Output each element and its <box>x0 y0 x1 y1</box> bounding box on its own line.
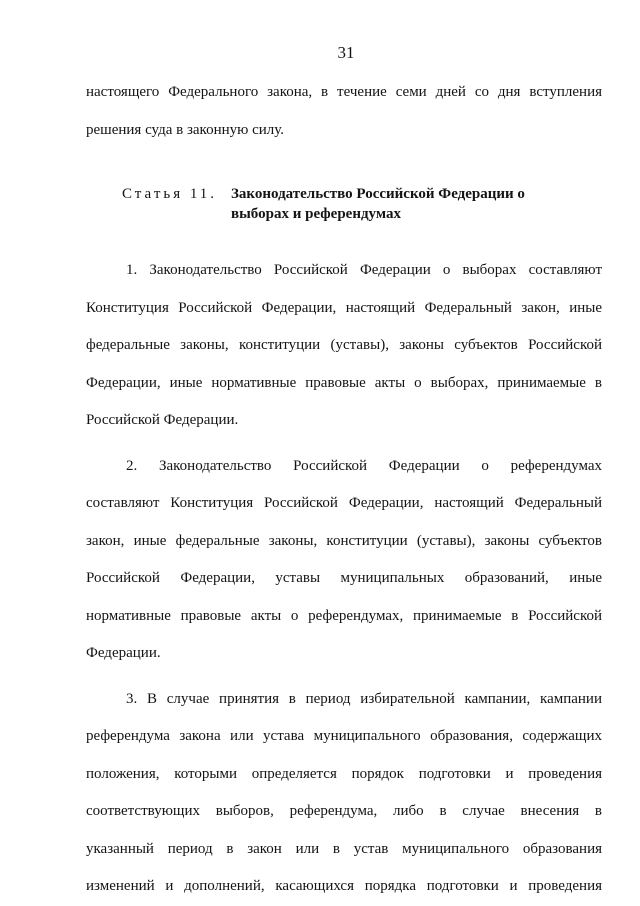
text-line: положения, которыми определяется порядок подготовки и проведения <box>86 765 602 782</box>
text-line: изменений и дополнений, касающихся порядка подготовки и проведения <box>86 878 602 894</box>
document-body <box>86 74 602 906</box>
text-line: закон, иные федеральные законы, конституции (уставы), законы субъектов <box>86 532 602 549</box>
text-line: 3. В случае принятия в период избирательной кампании, кампании <box>126 690 602 707</box>
text-line: настоящего Федерального закона, в течение семи дней со дня вступления <box>86 84 602 100</box>
article-heading <box>86 184 602 252</box>
text-line: решения суда в законную силу. <box>86 121 284 138</box>
page-number: 31 <box>337 43 355 62</box>
text-line: соответствующих выборов, референдума, либо в случае внесения в <box>86 803 602 819</box>
text-line: Федерации. <box>86 645 161 661</box>
text-line: указанный период в закон или в устав муниципального образования <box>86 840 602 857</box>
text-line: 2. Законодательство Российской Федерации о референдумах <box>126 457 602 474</box>
paragraph-gap <box>86 673 602 681</box>
paragraph-2 <box>86 448 602 673</box>
text-line: федеральные законы, конституции (уставы), законы субъектов Российской <box>86 337 602 353</box>
text-line: Конституция Российской Федерации, настоящий Федеральный закон, иные <box>86 299 602 316</box>
paragraph-gap <box>86 440 602 448</box>
text-line: 1. Законодательство Российской Федерации о выборах составляют <box>126 262 602 278</box>
text-line: референдума закона или устава муниципального образования, содержащих <box>86 728 602 744</box>
text-line: Федерации, иные нормативные правовые акты о выборах, принимаемые в <box>86 374 602 391</box>
paragraph-1 <box>86 252 602 440</box>
text-line: Российской Федерации, уставы муниципальных образований, иные <box>86 570 602 586</box>
article-title-line: Законодательство Российской Федерации о <box>231 186 525 202</box>
text-line: нормативные правовые акты о референдумах, принимаемые в Российской <box>86 607 602 624</box>
paragraph-3 <box>86 681 602 906</box>
text-line: составляют Конституция Российской Федерации, настоящий Федеральный <box>86 495 602 511</box>
article-label: Статья 11. <box>122 186 218 202</box>
intro-paragraph <box>86 74 602 149</box>
text-line: Российской Федерации. <box>86 412 239 428</box>
article-title-line: выборах и референдумах <box>231 206 401 222</box>
article-title <box>231 184 531 224</box>
